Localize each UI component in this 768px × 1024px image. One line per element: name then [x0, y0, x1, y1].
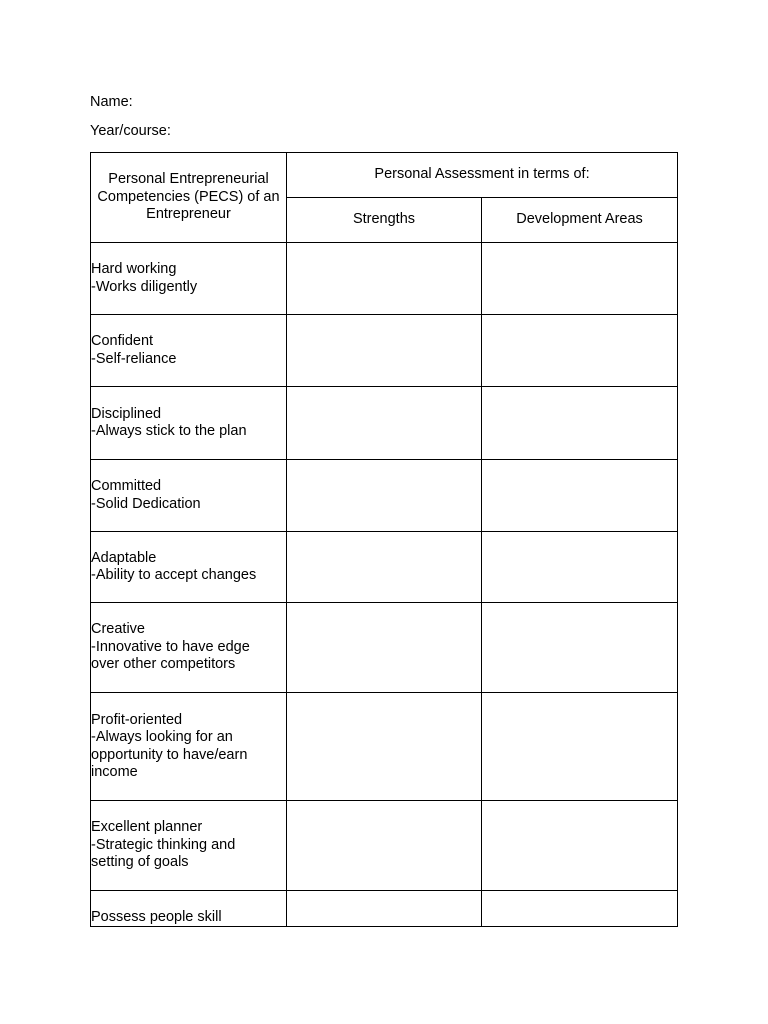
competency-description: setting of goals	[91, 854, 189, 871]
competency-title: Creative	[91, 621, 145, 638]
competency-title: Hard working	[91, 261, 177, 277]
strengths-cell[interactable]	[287, 532, 482, 603]
table-row	[91, 693, 678, 801]
strengths-cell[interactable]	[287, 460, 482, 532]
competency-cell	[91, 603, 287, 693]
competency-title: Possess people skill	[91, 908, 222, 925]
development-areas-cell[interactable]	[482, 693, 678, 801]
competency-description: -Works diligently	[91, 278, 198, 295]
competency-cell	[91, 891, 287, 927]
competency-title: Disciplined	[91, 405, 162, 422]
competency-title: Committed	[91, 478, 162, 494]
competency-cell	[91, 243, 287, 315]
assessment-column-header: Personal Assessment in terms of:	[287, 153, 678, 198]
competency-title: Confident	[91, 333, 154, 349]
table-body	[91, 243, 678, 927]
development-areas-cell[interactable]	[482, 387, 678, 460]
table-row	[91, 460, 678, 532]
competency-description: -Innovative to have edge	[91, 638, 250, 655]
competency-description: -Solid Dedication	[91, 495, 201, 512]
development-areas-cell[interactable]	[482, 891, 678, 927]
strengths-cell[interactable]	[287, 693, 482, 801]
competency-cell	[91, 315, 287, 387]
competency-cell	[91, 532, 287, 603]
competency-cell	[91, 387, 287, 460]
competency-title: Adaptable	[91, 549, 157, 566]
strengths-cell[interactable]	[287, 891, 482, 927]
strengths-cell[interactable]	[287, 387, 482, 460]
name-label: Name:	[90, 94, 133, 110]
competency-description: -Self-reliance	[91, 350, 177, 367]
development-areas-cell[interactable]	[482, 801, 678, 891]
strengths-cell[interactable]	[287, 801, 482, 891]
competency-description: -Always looking for an	[91, 729, 233, 745]
table-row	[91, 801, 678, 891]
strengths-cell[interactable]	[287, 243, 482, 315]
competency-description: opportunity to have/earn	[91, 746, 248, 763]
strengths-cell[interactable]	[287, 603, 482, 693]
competency-description: over other competitors	[91, 656, 236, 673]
year-course-label: Year/course:	[90, 123, 171, 139]
competency-title: Excellent planner	[91, 819, 203, 836]
table-row	[91, 387, 678, 460]
table-row	[91, 603, 678, 693]
competency-title: Profit-oriented	[91, 711, 183, 728]
development-areas-column-header: Development Areas	[482, 198, 678, 243]
table-row	[91, 315, 678, 387]
competency-description: -Ability to accept changes	[91, 567, 257, 583]
competency-cell	[91, 693, 287, 801]
competency-column-header: Personal Entrepreneurial Competencies (PECS) of an Entrepreneur	[91, 153, 287, 243]
development-areas-cell[interactable]	[482, 460, 678, 532]
table-row	[91, 532, 678, 603]
strengths-column-header: Strengths	[287, 198, 482, 243]
development-areas-cell[interactable]	[482, 532, 678, 603]
pecs-assessment-table	[90, 152, 678, 927]
development-areas-cell[interactable]	[482, 315, 678, 387]
competency-description: -Always stick to the plan	[91, 423, 247, 439]
competency-description: income	[91, 764, 138, 780]
competency-cell	[91, 801, 287, 891]
table-row	[91, 891, 678, 927]
competency-description: -Strategic thinking and	[91, 836, 236, 853]
strengths-cell[interactable]	[287, 315, 482, 387]
competency-cell	[91, 460, 287, 532]
development-areas-cell[interactable]	[482, 243, 678, 315]
development-areas-cell[interactable]	[482, 603, 678, 693]
table-row	[91, 243, 678, 315]
